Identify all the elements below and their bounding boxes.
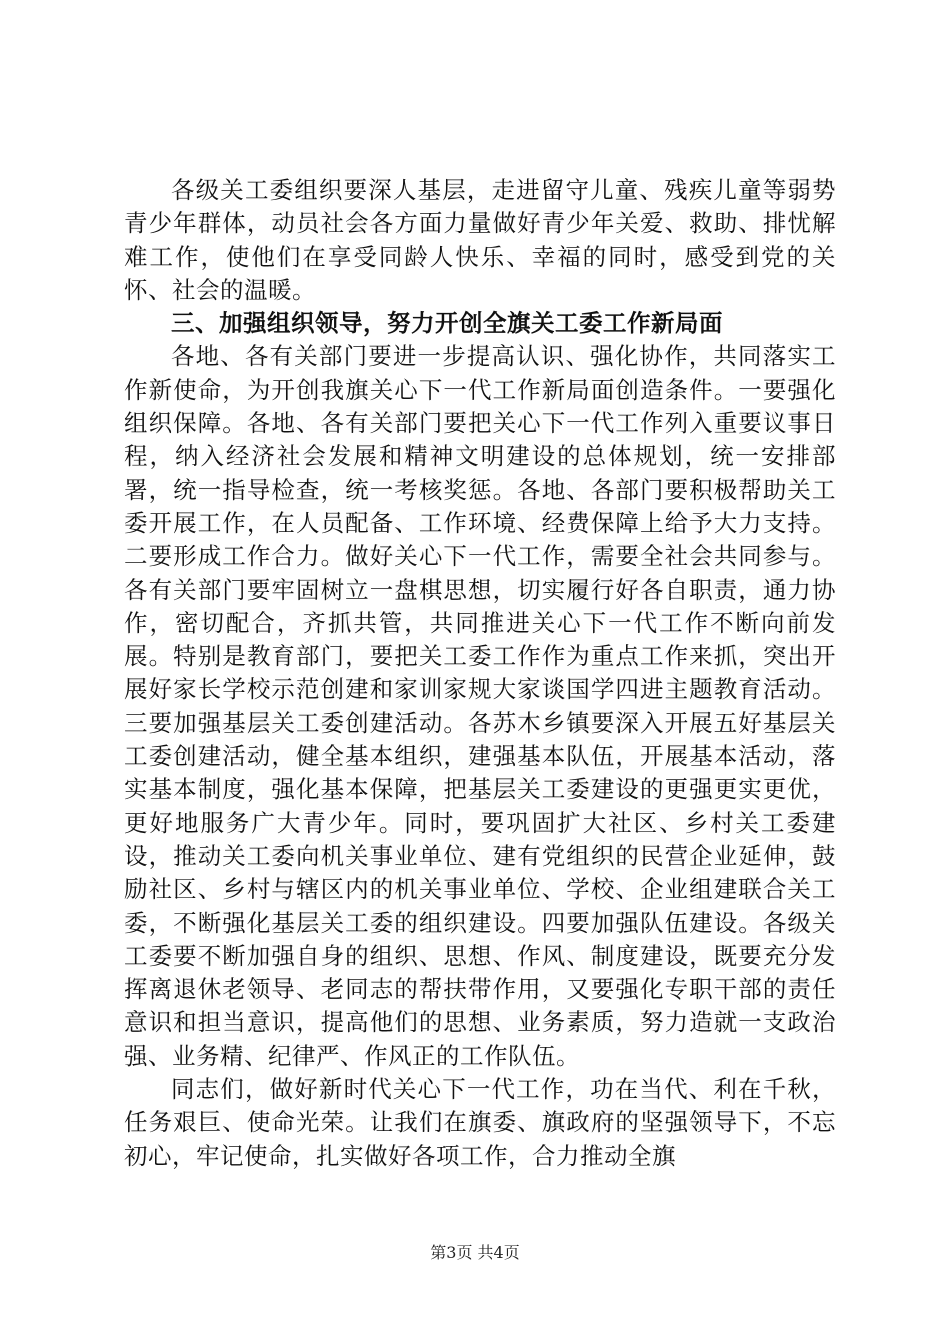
document-body xyxy=(124,174,836,1173)
paragraph-organization: 各地、各有关部门要进一步提高认识、强化协作，共同落实工作新使命，为开创我旗关心下一代工作新局面创造条件。一要强化组织保障。各地、各有关部门要把关心下一代工作列入重要议事日程，纳入经济社会发展和精神文明建设的总体规划，统一安排部署，统一指导检查，统一考核奖惩。各地、各部门要积极帮助关工委开展工作，在人员配备、工作环境、经费保障上给予大力支持。二要形成工作合力。做好关心下一代工作，需要全社会共同参与。各有关部门要牢固树立一盘棋思想，切实履行好各自职责，通力协作，密切配合，齐抓共管，共同推进关心下一代工作不断向前发展。特别是教育部门，要把关工委工作作为重点工作来抓，突出开展好家长学校示范创建和家训家规大家谈国学四进主题教育活动。三要加强基层关工委创建活动。各苏木乡镇要深入开展五好基层关工委创建活动，健全基本组织，建强基本队伍，开展基本活动，落实基本制度，强化基本保障，把基层关工委建设的更强更实更优，更好地服务广大青少年。同时，要巩固扩大社区、乡村关工委建设，推动关工委向机关事业单位、建有党组织的民营企业延伸，鼓励社区、乡村与辖区内的机关事业单位、学校、企业组建联合关工委，不断强化基层关工委的组织建设。四要加强队伍建设。各级关工委要不断加强自身的组织、思想、作风、制度建设，既要充分发挥离退休老领导、老同志的帮扶带作用，又要强化专职干部的责任意识和担当意识，提高他们的思想、业务素质，努力造就一支政治强、业务精、纪律严、作风正的工作队伍。 xyxy=(124,342,836,1070)
section-heading: 三、加强组织领导，努力开创全旗关工委工作新局面 xyxy=(171,309,723,338)
paragraph-closing: 同志们，做好新时代关心下一代工作，功在当代、利在千秋，任务艰巨、使命光荣。让我们在旗委、旗政府的坚强领导下，不忘初心，牢记使命，扎实做好各项工作，合力推动全旗 xyxy=(124,1075,836,1170)
paragraph-care-work: 各级关工委组织要深人基层，走进留守儿童、残疾儿童等弱势青少年群体，动员社会各方面力量做好青少年关爱、救助、排忧解难工作，使他们在享受同龄人快乐、幸福的同时，感受到党的关怀、社会的温暖。 xyxy=(124,176,836,304)
page-footer: 第3页 共4页 xyxy=(430,1243,520,1262)
